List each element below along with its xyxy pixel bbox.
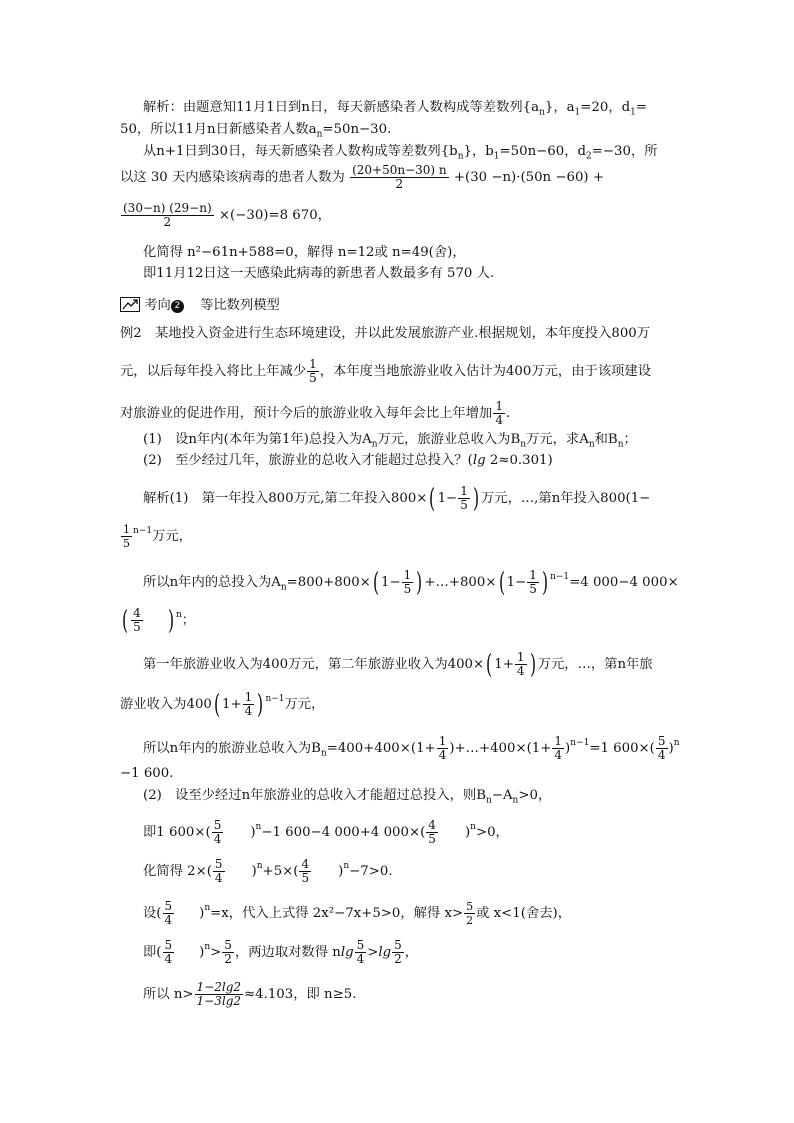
fraction: $\frac{5}{4}$ bbox=[356, 938, 365, 966]
fraction: $\frac{5}{4}$ bbox=[164, 938, 173, 966]
fraction: $\frac{1}{4}$ bbox=[554, 734, 563, 762]
ex2-line-3: 对旅游业的促进作用，预计今后的旅游业收入每年会比上年增加 $\frac{1}{4}$ . bbox=[120, 399, 511, 427]
p1-line-7: 即11月12日这一天感染此病毒的新患者人数最多有 570 人. bbox=[143, 266, 495, 281]
sol-line-8: −1 600. bbox=[120, 766, 174, 781]
ex2-question-1: (1) 设n年内(本年为第1年)总投入为$A_n$万元，旅游业总收入为$B_n$万元，求$A_n$和$B_n$； bbox=[143, 432, 637, 450]
sol-line-10: 即1 600×( $\frac{5}{4}$ )$^n$−1 600−4 000+4 000×( $\frac{4}{5}$ )$^n$>0， bbox=[143, 818, 509, 846]
ex2-question-2: (2) 至少经过几年，旅游业的总收入才能超过总投入？(lg 2≈0.301) bbox=[143, 453, 553, 468]
fraction: $\frac{5}{2}$ bbox=[466, 900, 474, 927]
sol-line-9: (2) 设至少经过n年旅游业的总收入才能超过总投入，则$B_n-A_n>0$， bbox=[143, 788, 552, 806]
p1-line-1: 解析：由题意知11月1日到n日，每天新感染者人数构成等差数列$\{a_n\}$，$a_1=20$，$d_1=$ bbox=[143, 100, 648, 118]
fraction: $\frac{4}{5}$ bbox=[301, 857, 310, 885]
p1-line-3: 从n+1日到30日，每天新感染者人数构成等差数列$\{b_n\}$，$b_1=50n-60$，$d_2=-30$，所 bbox=[143, 144, 658, 162]
p1-line-6: 化简得 n²−61n+588=0，解得 n=12或 n=49(舍)， bbox=[143, 245, 466, 260]
fraction: $\frac{5}{4}$ bbox=[214, 857, 223, 885]
fraction: $\frac{1}{4}$ bbox=[438, 734, 447, 762]
fraction: $\frac{1}{5}$ bbox=[123, 523, 130, 550]
fraction: $\frac{1}{5}$ bbox=[309, 357, 317, 385]
p1-line-5: $\frac{(30-n) (29-n)}{2}$ ×(−30)=8 670， bbox=[123, 201, 331, 229]
fraction: $\frac{4}{5}$ bbox=[428, 818, 436, 846]
fraction: $\frac{5}{4}$ bbox=[164, 899, 173, 927]
sol-line-13: 即( $\frac{5}{4}$ )$^n$> $\frac{5}{2}$ ，两边取对数得 nlg $\frac{5}{4}$ >lg $\frac{5}{2}$ ， bbox=[143, 938, 419, 966]
sol-line-3: 所以n年内的总投入为$A_n=800+800\times$( 1− $\frac{1}{5}$ ) +…+800×( 1− $\frac{1}{5}$ ) $^{n-1}$=4 000−4 000× bbox=[143, 567, 679, 598]
ex2-line-1: 例2 某地投入资金进行生态环境建设，并以此发展旅游产业.根据规划，本年度投入800万 bbox=[120, 326, 651, 341]
fraction: $\frac{(30-n) (29-n)}{2}$ bbox=[123, 201, 212, 229]
fraction: $\frac{1}{4}$ bbox=[516, 650, 525, 678]
sol-line-6: 游业收入为400( 1+ $\frac{1}{4}$ ) $^{n-1}$万元， bbox=[120, 689, 325, 720]
sol-line-2: $\frac{1}{5}$ $^{n-1}$万元， bbox=[123, 523, 192, 550]
sol-line-12: 设( $\frac{5}{4}$ )$^n$=x，代入上式得 2x²−7x+5>0，解得 x> $\frac{5}{2}$ 或 x<1(舍去)， bbox=[143, 899, 572, 927]
fraction: $\frac{5}{2}$ bbox=[394, 938, 402, 966]
fraction: $\frac{1}{4}$ bbox=[244, 690, 253, 718]
fraction: $\frac{1}{5}$ bbox=[403, 568, 412, 596]
trend-chart-icon bbox=[120, 297, 140, 312]
fraction: $\frac{5}{2}$ bbox=[224, 938, 232, 966]
sol-line-4: ( $\frac{4}{5}$ ) $^n$； bbox=[122, 605, 196, 636]
p1-line-4: 以这 30 天内感染该病毒的患者人数为 $\frac{(20+50n-30) n}{2}$ +(30 −n)·(50n −60) + bbox=[120, 163, 604, 191]
sol-line-1: 解析(1) 第一年投入800万元,第二年投入800×( 1− $\frac{1}{5}$ ) 万元，…,第n年投入800(1− bbox=[143, 483, 651, 514]
fraction: $\frac{1}{5}$ bbox=[460, 484, 468, 512]
section-header: 考向 2 等比数列模型 bbox=[120, 297, 280, 315]
sol-line-5: 第一年旅游业收入为400万元，第二年旅游业收入为400×( 1+ $\frac{1}{4}$ ) 万元，…，第n年旅 bbox=[143, 649, 653, 680]
fraction: $\frac{4}{5}$ bbox=[133, 606, 141, 634]
sol-line-7: 所以n年内的旅游业总收入为$B_n=400+400\times(1+$ $\frac{1}{4}$ )+…+400×(1+ $\frac{1}{4}$ )$^{n-1}$=1 600×( $\frac{5}{4}$ )$^n$ bbox=[143, 734, 680, 762]
fraction: $\frac{1-2\lg 2}{1-3\lg 2}$ bbox=[196, 980, 242, 1008]
number-badge: 2 bbox=[171, 300, 184, 313]
fraction: $\frac{1}{4}$ bbox=[495, 399, 503, 427]
fraction: $\frac{(20+50n-30) n}{2}$ bbox=[352, 163, 447, 191]
sol-line-11: 化简得 2×( $\frac{5}{4}$ )$^n$+5×( $\frac{4}{5}$ )$^n$−7>0. bbox=[143, 857, 393, 885]
ex2-line-2: 元，以后每年投入将比上年减少 $\frac{1}{5}$ ，本年度当地旅游业收入估计为400万元，由于该项建设 bbox=[120, 357, 652, 385]
sol-line-14: 所以 n> $\frac{1-2\lg 2}{1-3\lg 2}$ ≈4.103，即 n≥5. bbox=[143, 980, 357, 1008]
p1-line-2: 50，所以11月n日新感染者人数$a_n=50n-30$. bbox=[120, 122, 392, 140]
fraction: $\frac{5}{4}$ bbox=[657, 734, 666, 762]
fraction: $\frac{1}{5}$ bbox=[529, 568, 537, 596]
fraction: $\frac{5}{4}$ bbox=[213, 818, 222, 846]
